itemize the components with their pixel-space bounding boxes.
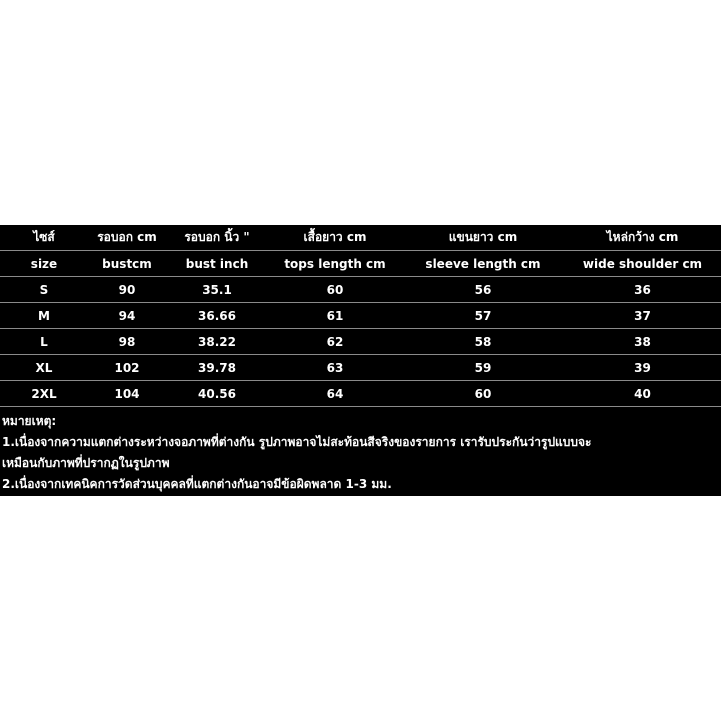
header-top-length: tops length cm bbox=[268, 251, 402, 277]
cell-sleeve-length: 56 bbox=[402, 277, 564, 303]
header-sleeve-length-thai: แขนยาว cm bbox=[402, 225, 564, 251]
header-top-length-thai: เสื้อยาว cm bbox=[268, 225, 402, 251]
cell-top-length: 61 bbox=[268, 303, 402, 329]
table-row bbox=[0, 381, 721, 407]
cell-sleeve-length: 57 bbox=[402, 303, 564, 329]
header-bust-cm: bustcm bbox=[88, 251, 166, 277]
cell-top-length: 62 bbox=[268, 329, 402, 355]
size-chart-table bbox=[0, 225, 721, 407]
cell-size: S bbox=[0, 277, 88, 303]
note-line-1: 1.เนื่องจากความแตกต่างระหว่างจอภาพที่ต่างกัน รูปภาพอาจไม่สะท้อนสีจริงของรายการ เรารับประกันว่ารูปแบบจะ bbox=[2, 435, 592, 449]
cell-shoulder-width: 38 bbox=[564, 329, 721, 355]
cell-shoulder-width: 39 bbox=[564, 355, 721, 381]
cell-size: XL bbox=[0, 355, 88, 381]
size-chart-panel bbox=[0, 225, 721, 496]
table-row bbox=[0, 277, 721, 303]
notes-title: หมายเหตุ: bbox=[2, 414, 57, 428]
cell-size: M bbox=[0, 303, 88, 329]
cell-top-length: 64 bbox=[268, 381, 402, 407]
header-row-english bbox=[0, 251, 721, 277]
header-size: size bbox=[0, 251, 88, 277]
cell-bust-inch: 39.78 bbox=[166, 355, 268, 381]
note-line-3: 2.เนื่องจากเทคนิคการวัดส่วนบุคคลที่แตกต่างกันอาจมีข้อผิดพลาด 1-3 มม. bbox=[2, 477, 392, 491]
cell-sleeve-length: 59 bbox=[402, 355, 564, 381]
header-shoulder-width-thai: ไหล่กว้าง cm bbox=[564, 225, 721, 251]
table-row bbox=[0, 329, 721, 355]
cell-bust-inch: 36.66 bbox=[166, 303, 268, 329]
header-bust-cm-thai: รอบอก cm bbox=[88, 225, 166, 251]
table-row bbox=[0, 303, 721, 329]
header-sleeve-length: sleeve length cm bbox=[402, 251, 564, 277]
cell-size: L bbox=[0, 329, 88, 355]
header-bust-inch-thai: รอบอก นิ้ว " bbox=[166, 225, 268, 251]
cell-bust-cm: 102 bbox=[88, 355, 166, 381]
header-shoulder-width: wide shoulder cm bbox=[564, 251, 721, 277]
cell-sleeve-length: 58 bbox=[402, 329, 564, 355]
table-row bbox=[0, 355, 721, 381]
cell-shoulder-width: 37 bbox=[564, 303, 721, 329]
header-row-thai bbox=[0, 225, 721, 251]
cell-top-length: 63 bbox=[268, 355, 402, 381]
cell-bust-cm: 98 bbox=[88, 329, 166, 355]
cell-sleeve-length: 60 bbox=[402, 381, 564, 407]
cell-bust-cm: 90 bbox=[88, 277, 166, 303]
note-line-2: เหมือนกับภาพที่ปรากฏในรูปภาพ bbox=[2, 456, 170, 470]
cell-bust-inch: 40.56 bbox=[166, 381, 268, 407]
cell-bust-cm: 104 bbox=[88, 381, 166, 407]
cell-shoulder-width: 40 bbox=[564, 381, 721, 407]
cell-size: 2XL bbox=[0, 381, 88, 407]
header-size-thai: ไซส์ bbox=[0, 225, 88, 251]
header-bust-inch: bust inch bbox=[166, 251, 268, 277]
notes-block bbox=[2, 411, 717, 495]
cell-top-length: 60 bbox=[268, 277, 402, 303]
cell-bust-cm: 94 bbox=[88, 303, 166, 329]
cell-bust-inch: 38.22 bbox=[166, 329, 268, 355]
cell-shoulder-width: 36 bbox=[564, 277, 721, 303]
cell-bust-inch: 35.1 bbox=[166, 277, 268, 303]
